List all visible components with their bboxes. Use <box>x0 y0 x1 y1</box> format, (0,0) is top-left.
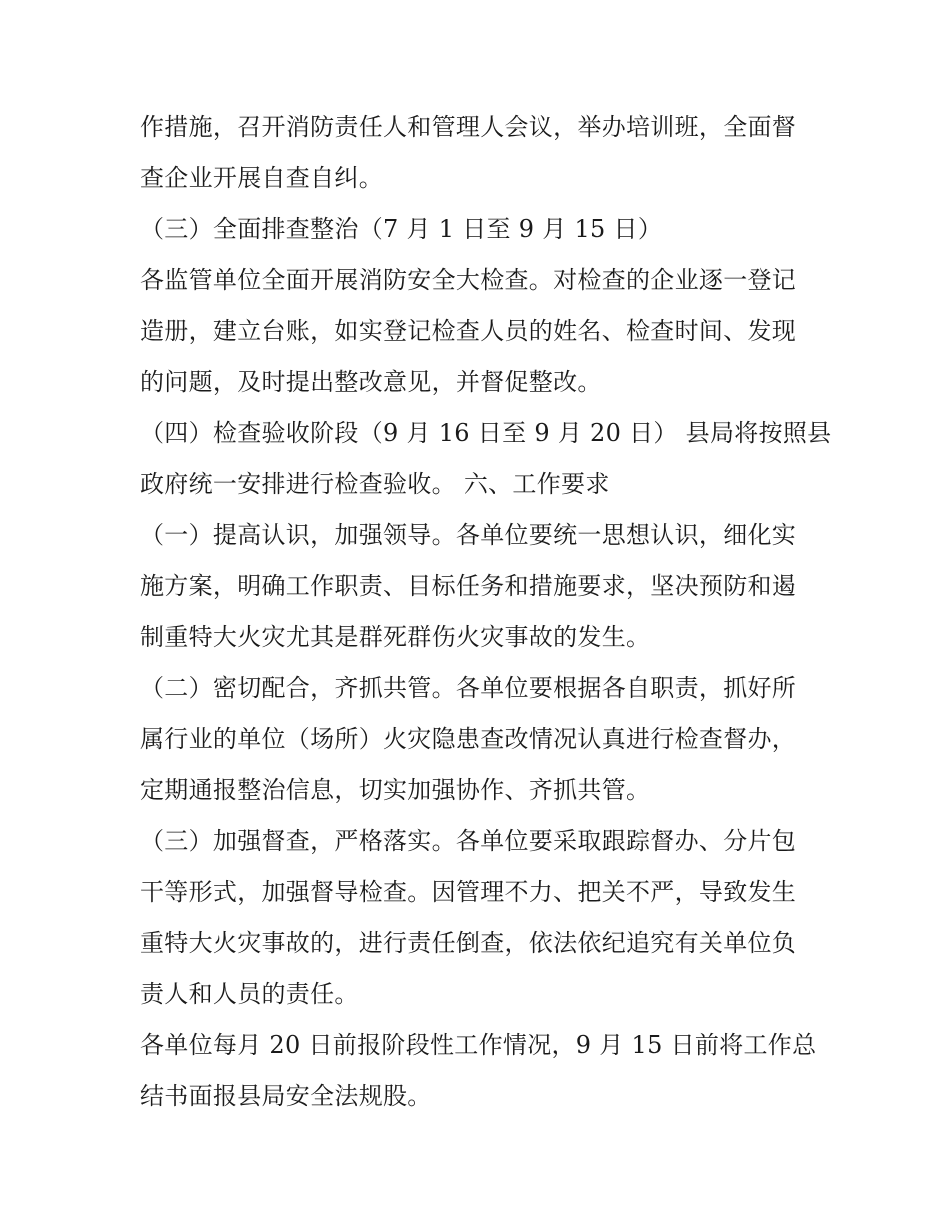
text-line-1: 作措施，召开消防责任人和管理人会议，举办培训班，全面督 <box>140 113 797 141</box>
requirement-2-line-2: 属行业的单位（场所）火灾隐患查改情况认真进行检查督办， <box>140 725 797 753</box>
requirement-2-line-3: 定期通报整治信息，切实加强协作、齐抓共管。 <box>140 776 651 804</box>
section-heading-phase-4: （四）检查验收阶段（9 月 16 日至 9 月 20 日） 县局将按照县 <box>140 419 832 447</box>
requirement-3-line-2: 干等形式，加强督导检查。因管理不力、把关不严，导致发生 <box>140 878 797 906</box>
requirement-2-line-1: （二）密切配合，齐抓共管。各单位要根据各自职责，抓好所 <box>140 674 797 702</box>
closing-line-2: 结书面报县局安全法规股。 <box>140 1082 432 1110</box>
text-line-8: 政府统一安排进行检查验收。 六、工作要求 <box>140 470 610 498</box>
requirement-3-line-1: （三）加强督查，严格落实。各单位要采取跟踪督办、分片包 <box>140 827 797 855</box>
requirement-3-line-3: 重特大火灾事故的，进行责任倒查，依法依纪追究有关单位负 <box>140 929 797 957</box>
requirement-1-line-2: 施方案，明确工作职责、目标任务和措施要求，坚决预防和遏 <box>140 572 797 600</box>
text-line-5: 造册，建立台账，如实登记检查人员的姓名、检查时间、发现 <box>140 317 797 345</box>
document-body <box>140 102 830 1122</box>
requirement-1-line-3: 制重特大火灾尤其是群死群伤火灾事故的发生。 <box>140 623 651 651</box>
text-line-4: 各监管单位全面开展消防安全大检查。对检查的企业逐一登记 <box>140 266 797 294</box>
requirement-3-line-4: 责人和人员的责任。 <box>140 980 359 1008</box>
text-line-6: 的问题，及时提出整改意见，并督促整改。 <box>140 368 602 396</box>
requirement-1-line-1: （一）提高认识，加强领导。各单位要统一思想认识，细化实 <box>140 521 797 549</box>
text-line-2: 查企业开展自查自纠。 <box>140 164 383 192</box>
closing-line-1: 各单位每月 20 日前报阶段性工作情况，9 月 15 日前将工作总 <box>140 1031 817 1059</box>
section-heading-phase-3: （三）全面排查整治（7 月 1 日至 9 月 15 日） <box>140 215 663 243</box>
